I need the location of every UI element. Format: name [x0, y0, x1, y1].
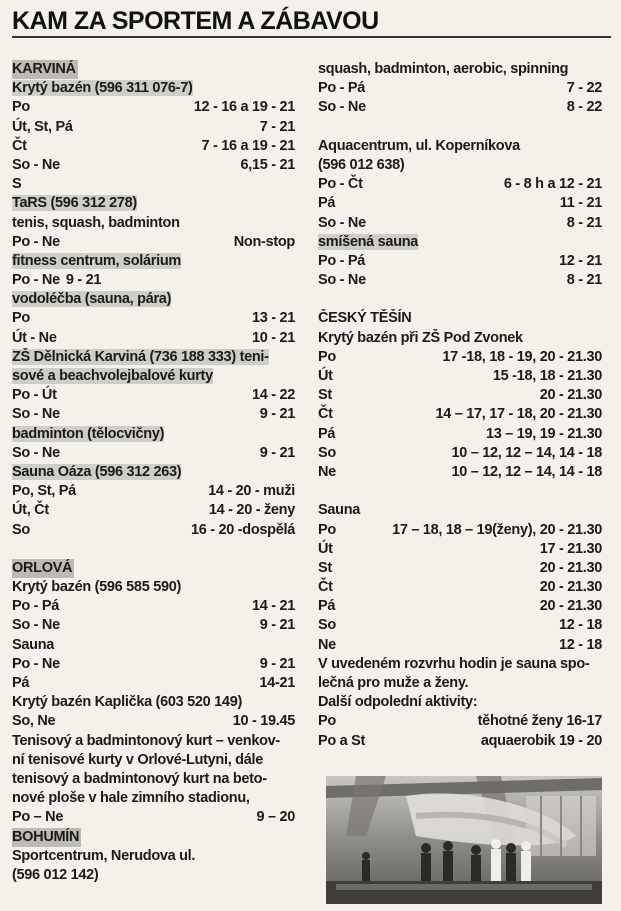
city-heading-cesky-tesin: ČESKÝ TĚŠÍN	[318, 310, 412, 327]
schedule-row: Čt 14 – 17, 17 - 18, 20 - 21.30	[318, 406, 602, 423]
title-rule	[12, 36, 611, 38]
venue-name: Krytý bazén (596 585 590)	[12, 579, 182, 596]
schedule-row: Pá 14-21	[12, 675, 295, 691]
schedule-row: So - Ne 8 - 21	[318, 272, 602, 289]
schedule-row: So, Ne 10 - 19.45	[12, 713, 295, 730]
schedule-row: Po - Ne 9 - 21	[12, 655, 295, 672]
schedule-row: Po těhotné ženy 16-17	[318, 713, 602, 730]
venue-subtitle: squash, badminton, aerobic, spinning	[318, 61, 569, 77]
schedule-row: So 12 - 18	[318, 617, 602, 634]
schedule-row: Pá 13 – 19, 19 - 21.30	[318, 425, 602, 442]
spacer	[318, 118, 602, 137]
spacer	[318, 482, 602, 501]
spacer	[12, 540, 295, 559]
venue-name: Sauna	[318, 502, 361, 519]
venue-name: Krytý bazén při ZŠ Pod Zvonek	[318, 329, 523, 346]
schedule-row: Po - Ne Non-stop	[12, 233, 295, 250]
venue-name-cont: sové a beachvolejbalové kurty	[12, 368, 213, 384]
venue-subtitle: tenis, squash, badminton	[12, 214, 180, 231]
venue-name: Krytý bazén (596 311 076-7)	[12, 80, 193, 97]
venue-name: fitness centrum, solárium	[12, 252, 181, 269]
schedule-row: So - Ne 9 - 21	[12, 617, 295, 634]
schedule-row: Po 17 – 18, 18 – 19(ženy), 20 - 21.30	[318, 521, 602, 538]
schedule-row: So 16 - 20 -dospělá	[12, 521, 295, 538]
venue-name: Aquacentrum, ul. Koperníkova	[318, 137, 520, 154]
venue-name: vodoléčba (sauna, pára)	[12, 291, 172, 308]
body-text: Tenisový a badmintonový kurt – venkov-	[12, 732, 280, 749]
schedule-row: Čt 20 - 21.30	[318, 579, 602, 596]
s-line: S	[12, 176, 22, 193]
venue-phone: (596 012 142)	[12, 866, 99, 883]
body-text: ní tenisové kurty v Orlové-Lutyni, dále	[12, 751, 263, 768]
venue-phone: (596 012 638)	[318, 156, 405, 173]
schedule-row: Út, Čt 14 - 20 - ženy	[12, 502, 295, 519]
schedule-row: So - Ne 8 - 22	[318, 99, 602, 116]
left-column	[12, 60, 295, 885]
schedule-row: So - Ne 8 - 21	[318, 214, 602, 231]
note-text: V uvedeném rozvrhu hodin je sauna spo-	[318, 655, 590, 672]
venue-name: Sauna	[12, 636, 55, 653]
schedule-row: Po 12 - 16 a 19 - 21	[12, 99, 295, 116]
schedule-row: Po 13 - 21	[12, 310, 295, 327]
city-heading-orlova: ORLOVÁ	[12, 559, 295, 578]
schedule-row: Po - Čt 6 - 8 h a 12 - 21	[318, 176, 602, 193]
venue-name: badminton (tělocvičny)	[12, 425, 165, 442]
pool-photo-illustration	[326, 776, 602, 904]
note-text: lečná pro muže a ženy.	[318, 675, 469, 691]
schedule-row: Út - Ne 10 - 21	[12, 329, 295, 346]
schedule-row: Ne 10 – 12, 12 – 14, 14 - 18	[318, 463, 602, 480]
venue-name: Krytý bazén Kaplička (603 520 149)	[12, 694, 242, 711]
schedule-row: So - Ne 9 - 21	[12, 444, 295, 461]
schedule-row: Ne 12 - 18	[318, 636, 602, 653]
venue-name: ZŠ Dělnická Karviná (736 188 333) teni-	[12, 348, 269, 365]
schedule-row: Út 15 -18, 18 - 21.30	[318, 368, 602, 384]
venue-name: Sauna Oáza (596 312 263)	[12, 463, 182, 480]
activities-heading: Další odpolední aktivity:	[318, 694, 478, 711]
schedule-row: Po a St aquaerobik 19 - 20	[318, 732, 602, 749]
city-heading-bohumin: BOHUMÍN	[12, 828, 295, 847]
schedule-row: Čt 7 - 16 a 19 - 21	[12, 137, 295, 154]
body-text: tenisový a badmintonový kurt na beto-	[12, 770, 267, 787]
schedule-row: Po - Ne 9 - 21	[12, 272, 102, 289]
city-heading-karvina: KARVINÁ	[12, 60, 295, 79]
schedule-row: So - Ne 6,15 - 21	[12, 156, 295, 173]
right-column	[318, 60, 602, 751]
body-text: nové ploše v hale zimního stadionu,	[12, 790, 250, 807]
schedule-row: Pá 20 - 21.30	[318, 598, 602, 615]
schedule-row: Út 17 - 21.30	[318, 540, 602, 557]
venue-name: TaRS (596 312 278)	[12, 195, 137, 212]
schedule-row: Po – Ne 9 – 20	[12, 809, 295, 826]
schedule-row: So - Ne 9 - 21	[12, 406, 295, 423]
schedule-row: Po 17 -18, 18 - 19, 20 - 21.30	[318, 348, 602, 365]
schedule-row: Po - Út 14 - 22	[12, 387, 295, 404]
page-title: KAM ZA SPORTEM A ZÁBAVOU	[12, 7, 379, 35]
schedule-row: Po - Pá 12 - 21	[318, 252, 602, 269]
schedule-row: Po - Pá 14 - 21	[12, 598, 295, 615]
schedule-row: Po - Pá 7 - 22	[318, 80, 602, 97]
schedule-row: Po, St, Pá 14 - 20 - muži	[12, 483, 295, 500]
schedule-row: Pá 11 - 21	[318, 195, 602, 212]
venue-name: Sportcentrum, Nerudova ul.	[12, 847, 196, 864]
schedule-row: St 20 - 21.30	[318, 559, 602, 576]
swimming-pool-photo	[326, 776, 602, 904]
spacer	[318, 290, 602, 309]
schedule-row: St 20 - 21.30	[318, 387, 602, 404]
schedule-row: Út, St, Pá 7 - 21	[12, 118, 295, 135]
schedule-row: So 10 – 12, 12 – 14, 14 - 18	[318, 444, 602, 461]
venue-name: smíšená sauna	[318, 233, 419, 250]
